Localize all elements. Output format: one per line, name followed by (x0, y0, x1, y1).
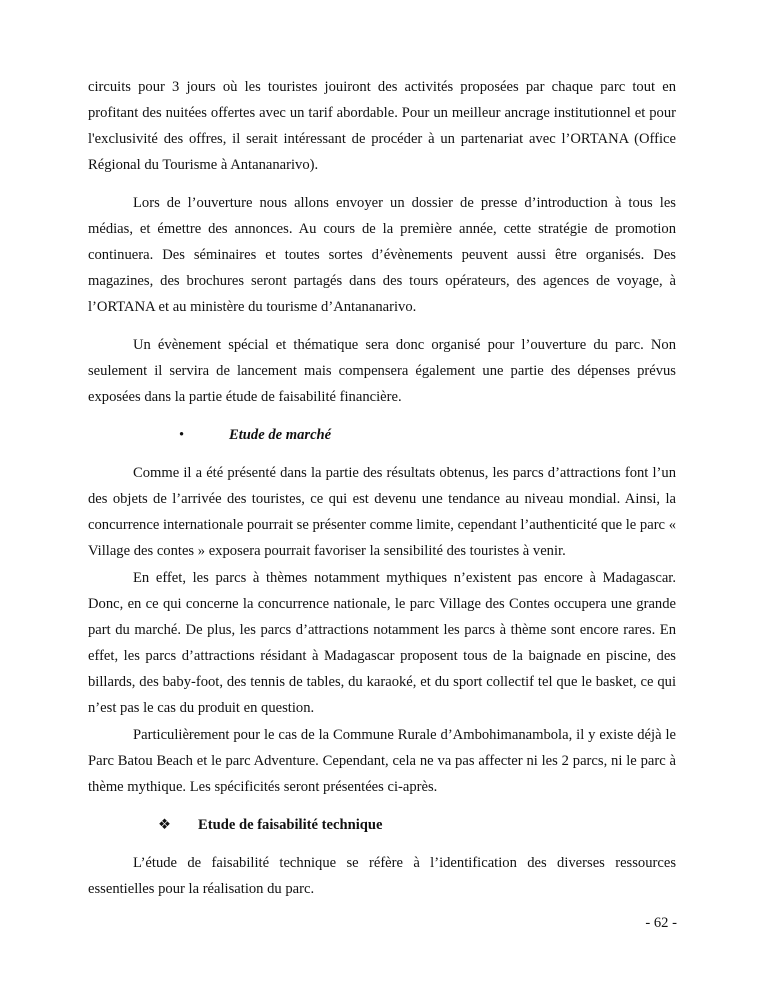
heading-technical-study-label: Etude de faisabilité technique (198, 817, 383, 833)
paragraph-technical-study: L’étude de faisabilité technique se réfère à l’identification des diverses ressources essentielles pour la réalisation du parc. (88, 855, 676, 897)
paragraph-international-competition: Comme il a été présenté dans la partie des résultats obtenus, les parcs d’attractions font l’un des objets de l’arrivée des touristes, ce qui est devenu une tendance au niveau mondial. Ainsi, la concurrence internationale pourrait se présenter comme limite, cependant l’authenticité que le parc « Village des contes » exposera pourrait favoriser la sensibilité des touristes à venir. (88, 465, 676, 559)
page-number: - 62 - (645, 915, 677, 931)
paragraph-partnership: circuits pour 3 jours où les touristes jouiront des activités proposées par chaque parc tout en profitant des nuitées offertes avec un tarif abordable. Pour un meilleur ancrage institutionnel et pour l'exclusivité des offres, il serait intéressant de procéder à un partenariat avec l’ORTANA (Office Régional du Tourisme à Antananarivo). (88, 79, 676, 173)
heading-technical-study (88, 812, 676, 838)
bullet-dot-icon: • (179, 427, 185, 443)
document-page (88, 74, 676, 902)
heading-market-study (88, 422, 676, 448)
paragraph-press-promotion: Lors de l’ouverture nous allons envoyer un dossier de presse d’introduction à tous les médias, et émettre des annonces. Au cours de la première année, cette stratégie de promotion continuera. Des séminaires et toutes sortes d’évènements peuvent aussi être organisés. Des magazines, des brochures seront partagés dans des tours opérateurs, des agences de voyage, à l’ORTANA et au ministère du tourisme d’Antananarivo. (88, 195, 676, 315)
paragraph-national-competition: En effet, les parcs à thèmes notamment mythiques n’existent pas encore à Madagascar. Donc, en ce qui concerne la concurrence nationale, le parc Village des Contes occupera une grande part du marché. De plus, les parcs d’attractions notamment les parcs à thème sont encore rares. En effet, les parcs d’attractions résidant à Madagascar proposent tous de la baignade en piscine, des billards, des baby-foot, des tennis de tables, du karaoké, et du sport collectif tel que le basket, ce qui n’est pas le cas du produit en question. (88, 570, 676, 716)
paragraph-local-competition: Particulièrement pour le cas de la Commune Rurale d’Ambohimanambola, il y existe déjà le Parc Batou Beach et le parc Adventure. Cependant, cela ne va pas affecter ni les 2 parcs, ni le parc à thème mythique. Les spécificités seront présentées ci-après. (88, 727, 676, 795)
paragraph-opening-event: Un évènement spécial et thématique sera donc organisé pour l’ouverture du parc. Non seulement il servira de lancement mais compensera également une partie des dépenses prévus exposées dans la partie étude de faisabilité financière. (88, 337, 676, 405)
diamond-bullet-icon: ❖ (158, 817, 172, 833)
heading-market-study-label: Etude de marché (229, 427, 332, 443)
